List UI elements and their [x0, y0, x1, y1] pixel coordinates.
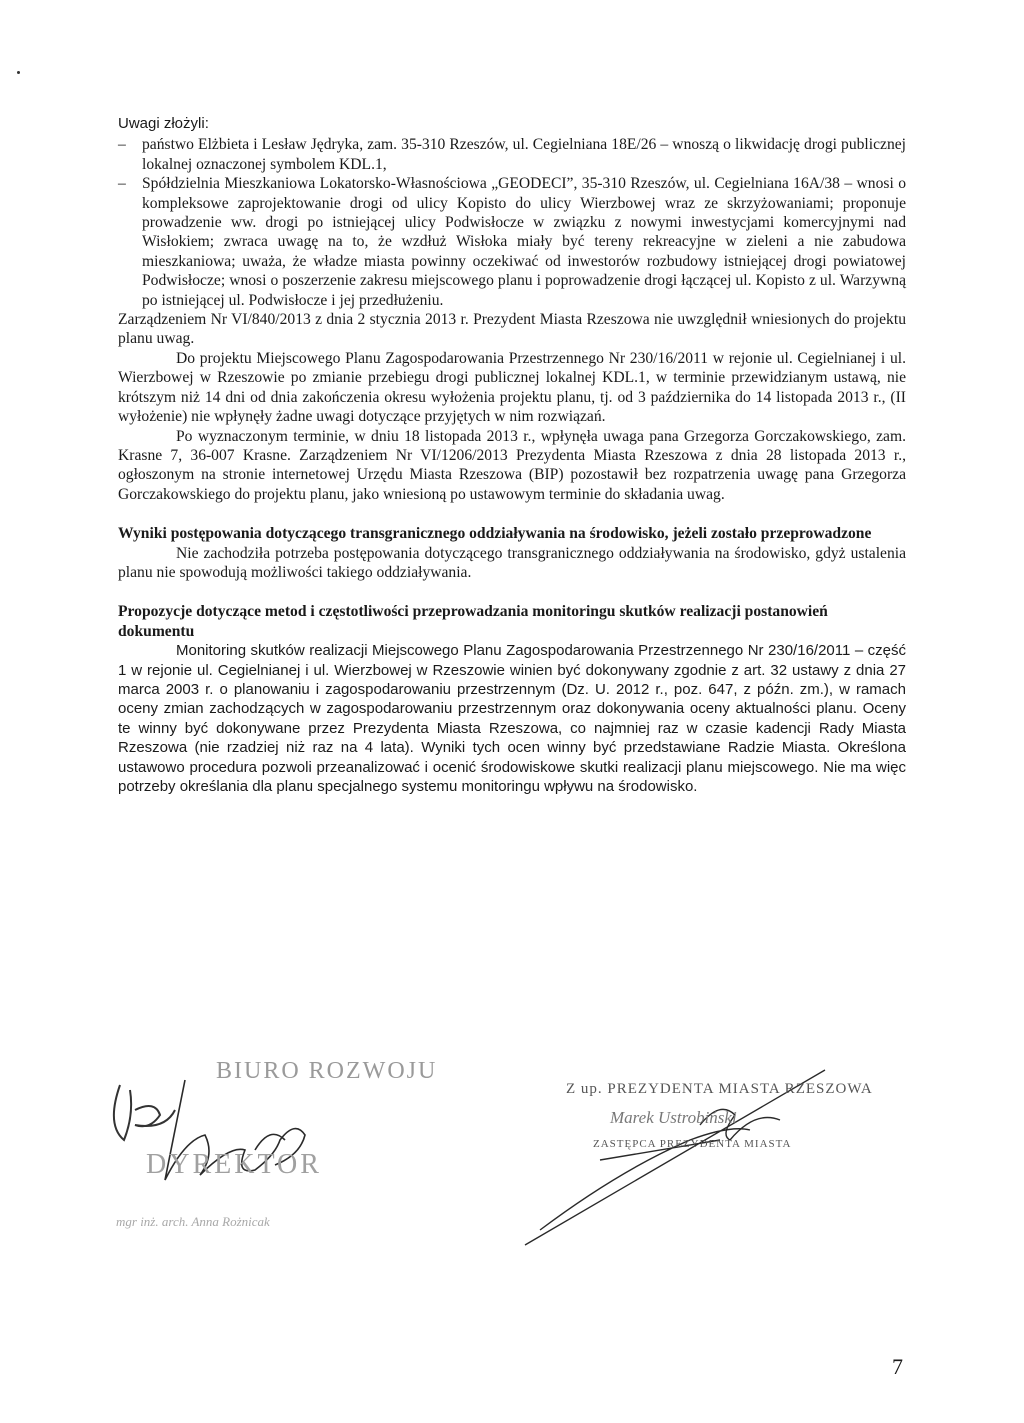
remark-text: Spółdzielnia Mieszkaniowa Lokatorsko-Własnościowa „GEODECI”, 35-310 Rzeszów, ul. Cegielniana 16A/38 – wnosi o kompleksowe zaprojektowanie drogi od ulicy Kopisto do ulicy Wierzbowej wraz ze skrzyżowaniami; proponuje prowadzenie ww. drogi po istniejącej ulicy Podwisłocze w związku z nowymi inwestycjami komercyjnymi nad Wisłokiem; zwraca uwagę na to, że wzdłuż Wisłoka miały być tereny rekreacyjne w zieleni a nie zabudowa mieszkaniowa; uważa, że władze miasta powinny oczekiwać od inwestorów rozbudowy istniejącej drogi powiatowej Podwisłocze; wnosi o poszerzenie zakresu miejscowego planu i poprowadzenie drogi łączącej ul. Kopisto z ul. Warzywną po istniejącej ul. Podwisłocze i jej przedłużeniu.	[142, 175, 906, 309]
remark-text: państwo Elżbieta i Lesław Jędryka, zam. 35-310 Rzeszów, ul. Cegielniana 18E/26 – wnoszą o likwidację drogi publicznej lokalnej oznaczonej symbolem KDL.1,	[142, 136, 906, 173]
stamp-deputy-role: ZASTĘPCA PREZYDENTA MIASTA	[593, 1138, 792, 1150]
scan-speck	[17, 71, 20, 74]
late-remark-paragraph: Po wyznaczonym terminie, w dniu 18 listopada 2013 r., wpłynęła uwaga pana Grzegorza Gorczakowskiego, zam. Krasne 7, 36-007 Krasne. Zarządzeniem Nr VI/1206/2013 Prezydenta Miasta Rzeszowa z dnia 28 listopada 2013 r., ogłoszonym na stronie internetowej Urzędu Miasta Rzeszowa (BIP) pozostawił bez rozpatrzenia uwagę pana Grzegorza Gorczakowskiego do projektu planu, jako wniesioną po ustawowym terminie do składania uwag.	[118, 427, 906, 503]
stamp-deputy-name: Marek Ustrobiński	[610, 1108, 737, 1127]
list-dash: –	[118, 175, 126, 193]
stamp-director: DYREKTOR	[146, 1149, 322, 1180]
decision-paragraph: Zarządzeniem Nr VI/840/2013 z dnia 2 stycznia 2013 r. Prezydent Miasta Rzeszowa nie uwzględnił wniesionych do projektu planu uwag.	[118, 311, 906, 348]
remark-item	[118, 135, 906, 174]
document-body	[118, 114, 906, 796]
stamp-deputy-line: Z up. PREZYDENTA MIASTA RZESZOWA	[566, 1081, 873, 1097]
page-number: 7	[892, 1354, 903, 1379]
second-exposition-paragraph: Do projektu Miejscowego Planu Zagospodarowania Przestrzennego Nr 230/16/2011 w rejonie ul. Cegielnianej i ul. Wierzbowej w Rzeszowie po zmianie przebiegu drogi publicznej lokalnej KDL.1, w terminie przewidzianym ustawą, nie krótszym niż 14 dni od dnia zakończenia okresu wyłożenia projektu planu, tj. od 3 października do 14 listopada 2013 r., (II wyłożenie) nie wpłynęły żadne uwagi dotyczące przyjętych w nim rozwiązań.	[118, 349, 906, 426]
list-dash: –	[118, 136, 126, 154]
section-heading-transboundary: Wyniki postępowania dotyczącego transgranicznego oddziaływania na środowisko, jeżeli zostało przeprowadzone	[118, 525, 872, 543]
stamp-office-title: BIURO ROZWOJU	[216, 1058, 438, 1084]
section-body-transboundary: Nie zachodziła potrzeba postępowania dotyczącego transgranicznego oddziaływania na środowisko, gdyż ustalenia planu nie spowodują możliwości takiego oddziaływania.	[118, 544, 906, 581]
remark-item	[118, 174, 906, 310]
section-heading-monitoring: Propozycje dotyczące metod i częstotliwości przeprowadzania monitoringu skutków realizacji postanowień dokumentu	[118, 603, 828, 640]
section-body-monitoring: Monitoring skutków realizacji Miejscowego Planu Zagospodarowania Przestrzennego Nr 230/16/2011 – część 1 w rejonie ul. Cegielnianej i ul. Wierzbowej w Rzeszowie winien być dokonywany zgodnie z art. 32 ustawy z dnia 27 marca 2003 r. o planowaniu i zagospodarowaniu przestrzennym (Dz. U. 2012 r., poz. 647, z późn. zm.), w ramach oceny zmian zachodzących w zagospodarowaniu przestrzennym oraz dokonywania oceny aktualności planu. Oceny te winny być dokonywane przez Prezydenta Miasta Rzeszowa, co najmniej raz w czasie kadencji Rady Miasta Rzeszowa (nie rzadziej niż raz na 4 lata). Wyniki tych ocen winny być przedstawiane Radzie Miasta. Określona ustawowo procedura pozwoli przeanalizować i ocenić środowiskowe skutki realizacji planu miejscowego. Nie ma więc potrzeby określania dla planu specjalnego systemu monitoringu wpływu na środowisko.	[118, 642, 906, 795]
remarks-heading: Uwagi złożyli:	[118, 115, 209, 132]
stamp-signatory: mgr inż. arch. Anna Rożnicak	[116, 1214, 270, 1229]
